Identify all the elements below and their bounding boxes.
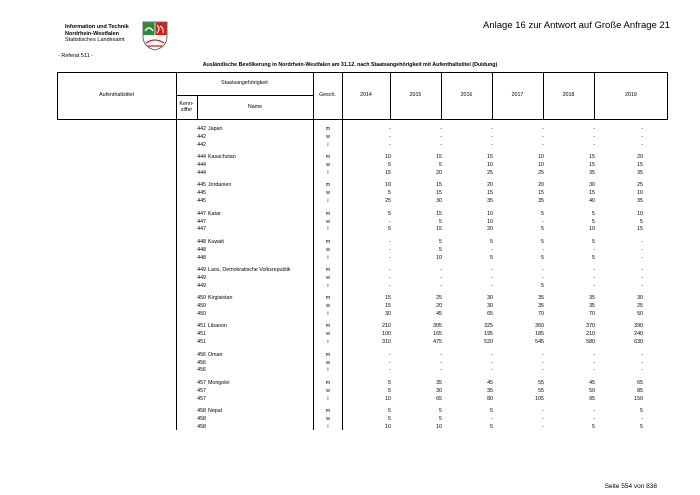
cell-value: 5 [439,218,442,225]
cell-value: 630 [634,339,643,346]
table-header [57,72,668,119]
country-code: 449 [197,274,206,281]
cell-value: - [491,274,493,281]
cell-value: - [389,218,391,225]
cell-value: 240 [634,331,643,338]
cell-value: 360 [535,323,544,330]
cell-value: 5 [388,190,391,197]
cell-value: - [491,246,493,253]
cell-value: 10 [436,423,442,430]
cell-value: - [593,351,595,358]
cell-value: - [542,126,544,132]
annex-label: Anlage 16 zur Antwort auf Große Anfrage 21 [483,20,670,31]
country-code: 448 [197,246,206,253]
cell-value: - [491,282,493,289]
cell-value: - [593,274,595,281]
country-code: 457 [197,387,206,394]
cell-value: 40 [589,198,595,205]
cell-value: - [593,141,595,148]
cell-value: 5 [640,218,643,225]
sex-code: m [325,295,331,302]
cell-value: 520 [484,339,493,346]
cell-value: 25 [436,295,442,302]
cell-value: 25 [637,303,643,310]
cell-value: 5 [388,387,391,394]
sex-code: m [325,267,331,273]
sex-code: i [327,226,329,233]
header-aufenthaltstitel: Aufenthaltstitel [99,92,134,99]
cell-value: 30 [589,182,595,189]
cell-value: - [389,238,391,245]
cell-value: 310 [382,339,391,346]
cell-value: - [491,415,493,422]
sex-code: m [325,154,331,161]
header-staatsangehoerigkeit: Staatsangehörigkeit [221,80,268,87]
sex-code: m [325,351,331,358]
cell-value: 5 [388,162,391,169]
cell-value: - [542,415,544,422]
cell-value: 165 [433,331,442,338]
sex-code: i [327,311,329,317]
cell-value: - [440,274,442,281]
cell-value: 10 [487,210,493,217]
column-divider-left [176,119,177,430]
cell-value: 10 [436,254,442,261]
cell-value: - [641,133,643,140]
sex-code: w [326,387,330,394]
country-name: Oman [208,351,223,358]
cell-value: 30 [436,387,442,394]
cell-value: 5 [592,254,595,261]
nrw-crest-logo [142,21,168,51]
cell-value: - [542,408,544,414]
cell-value: - [440,126,442,132]
country-name: Japan [208,126,223,132]
cell-value: - [542,218,544,225]
cell-value: - [641,367,643,374]
cell-value: - [542,267,544,273]
cell-value: 5 [640,423,643,430]
cell-value: 5 [592,423,595,430]
cell-value: 25 [487,170,493,176]
cell-value: 10 [385,182,391,189]
org-line-2: Nordrhein-Westfalen [65,30,119,37]
sex-code: w [326,218,330,225]
cell-value: - [542,367,544,374]
cell-value: - [389,254,391,261]
cell-value: 50 [589,387,595,394]
country-code: 447 [197,218,206,225]
country-code: 457 [197,395,206,402]
column-divider-sex [342,119,343,430]
cell-value: 15 [538,190,544,197]
cell-value: 35 [637,198,643,205]
cell-value: 5 [439,238,442,245]
cell-value: 5 [541,210,544,217]
cell-value: - [641,246,643,253]
sex-code: i [327,339,329,346]
sex-code: m [325,379,331,386]
cell-value: 210 [382,323,391,330]
sex-code: w [326,133,330,140]
cell-value: 10 [538,162,544,169]
sex-code: i [327,395,329,402]
cell-value: - [491,359,493,366]
cell-value: 30 [436,198,442,205]
cell-value: 65 [436,395,442,402]
cell-value: 5 [490,238,493,245]
cell-value: - [593,359,595,366]
cell-value: 5 [592,218,595,225]
cell-value: 55 [538,387,544,394]
cell-value: 65 [487,311,493,317]
country-code: 447 [197,226,206,233]
cell-value: 10 [487,218,493,225]
country-code: 451 [197,339,206,346]
cell-value: 210 [586,331,595,338]
cell-value: 10 [637,210,643,217]
cell-value: - [389,367,391,374]
header-year-2018: 2018 [562,92,575,99]
cell-value: 5 [592,238,595,245]
cell-value: 35 [589,295,595,302]
cell-value: - [491,126,493,132]
cell-value: 5 [388,210,391,217]
country-code: 456 [197,367,206,374]
cell-value: 10 [385,423,391,430]
cell-value: 20 [538,182,544,189]
cell-value: 15 [385,170,391,176]
cell-value: - [491,141,493,148]
cell-value: - [389,133,391,140]
cell-value: 35 [589,303,595,310]
cell-value: - [440,141,442,148]
country-code: 458 [197,408,206,414]
cell-value: - [389,246,391,253]
cell-value: 10 [385,395,391,402]
cell-value: 5 [439,408,442,414]
cell-value: 15 [487,190,493,197]
cell-value: 5 [541,226,544,233]
cell-value: 5 [439,246,442,253]
header-year-2017: 2017 [511,92,524,99]
cell-value: 35 [487,387,493,394]
cell-value: - [593,282,595,289]
cell-value: 10 [385,154,391,161]
cell-value: 15 [436,226,442,233]
cell-value: - [491,351,493,358]
cell-value: 70 [538,311,544,317]
cell-value: 45 [436,311,442,317]
cell-value: - [440,351,442,358]
cell-value: 305 [433,323,442,330]
cell-value: 10 [538,154,544,161]
country-code: 445 [197,182,206,189]
sex-code: i [327,198,329,205]
cell-value: 20 [487,182,493,189]
cell-value: 545 [535,339,544,346]
country-name: Jordanien [208,182,232,189]
cell-value: - [389,351,391,358]
sex-code: i [327,254,329,261]
country-name: Kuwait [208,238,224,245]
cell-value: 35 [538,198,544,205]
country-code: 449 [197,282,206,289]
cell-value: - [389,359,391,366]
cell-value: 20 [637,154,643,161]
cell-value: - [542,351,544,358]
cell-value: 35 [436,379,442,386]
sex-code: w [326,415,330,422]
cell-value: 65 [637,379,643,386]
cell-value: - [542,246,544,253]
cell-value: 5 [388,379,391,386]
country-code: 450 [197,295,206,302]
sex-code: i [327,141,329,148]
cell-value: - [389,141,391,148]
country-code: 456 [197,359,206,366]
cell-value: 15 [385,295,391,302]
cell-value: 5 [439,162,442,169]
country-code: 450 [197,311,206,317]
cell-value: 5 [640,408,643,414]
header-year-2015: 2015 [409,92,422,99]
country-code: 451 [197,331,206,338]
sex-code: m [325,323,331,330]
country-code: 448 [197,254,206,261]
cell-value: 475 [433,339,442,346]
cell-value: 15 [589,154,595,161]
sex-code: w [326,331,330,338]
country-name: Libanon [208,323,227,330]
organization-name [65,24,129,44]
sex-code: m [325,182,331,189]
org-line-3: Statistisches Landesamt [65,37,125,44]
country-name: Mongolei [208,379,230,386]
sex-code: i [327,367,329,374]
cell-value: - [641,415,643,422]
country-code: 442 [197,126,206,132]
country-code: 458 [197,423,206,430]
sex-code: m [325,238,331,245]
cell-value: 5 [490,254,493,261]
cell-value: - [491,133,493,140]
sex-code: w [326,303,330,310]
cell-value: - [440,282,442,289]
cell-value: - [641,359,643,366]
cell-value: 70 [589,311,595,317]
cell-value: - [593,415,595,422]
cell-value: - [593,246,595,253]
cell-value: - [641,274,643,281]
cell-value: 5 [388,408,391,414]
cell-value: 5 [541,254,544,261]
country-name: Kasachstan [208,154,236,161]
country-code: 444 [197,154,206,161]
country-code: 442 [197,133,206,140]
cell-value: - [593,408,595,414]
cell-value: 195 [484,331,493,338]
sex-code: i [327,170,329,176]
department-label: - Referat 511 - [58,53,94,59]
cell-value: 55 [538,379,544,386]
country-name: Nepal [208,408,222,414]
cell-value: 15 [589,190,595,197]
cell-value: 5 [490,423,493,430]
cell-value: - [389,274,391,281]
sex-code: i [327,282,329,289]
cell-value: - [641,141,643,148]
sex-code: w [326,274,330,281]
country-code: 450 [197,303,206,310]
country-code: 444 [197,162,206,169]
cell-value: 5 [541,282,544,289]
cell-value: 10 [637,190,643,197]
country-name: Laos, Demokratische Volksrepublik [208,267,291,273]
country-name: Kirgisistan [208,295,233,302]
header-kennziffer: Kenn- ziffer [179,100,194,113]
sex-code: m [325,408,331,414]
cell-value: - [491,267,493,273]
cell-value: 100 [382,331,391,338]
header-name: Name [247,103,263,110]
country-code: 445 [197,198,206,205]
cell-value: - [542,141,544,148]
cell-value: 15 [637,162,643,169]
cell-value: 30 [487,303,493,310]
header-year-2019: 2019 [625,92,637,99]
cell-value: 25 [538,170,544,176]
cell-value: 5 [541,238,544,245]
sex-code: w [326,190,330,197]
cell-value: - [542,274,544,281]
country-code: 449 [197,267,206,273]
cell-value: 5 [439,415,442,422]
cell-value: 50 [637,311,643,317]
cell-value: 185 [535,331,544,338]
cell-value: 35 [538,303,544,310]
cell-value: 85 [637,387,643,394]
sex-code: w [326,246,330,253]
cell-value: - [641,282,643,289]
table-title: Ausländische Bevölkerung in Nordrhein-Westfalen am 31.12. nach Staatsangehörigkeit mit Aufenthaltstitel (Duldung) [202,62,498,68]
cell-value: 20 [487,226,493,233]
country-code: 442 [197,141,206,148]
cell-value: 5 [490,408,493,414]
cell-value: 5 [388,226,391,233]
cell-value: 45 [487,379,493,386]
cell-value: 15 [637,226,643,233]
sex-code: i [327,423,329,430]
country-code: 457 [197,379,206,386]
header-year-2014: 2014 [360,92,372,99]
cell-value: 10 [589,226,595,233]
cell-value: - [389,267,391,273]
country-name: Katar [208,210,221,217]
cell-value: - [542,359,544,366]
cell-value: 80 [487,395,493,402]
cell-value: - [440,267,442,273]
country-code: 456 [197,351,206,358]
cell-value: 390 [634,323,643,330]
cell-value: 15 [436,210,442,217]
cell-value: 15 [436,182,442,189]
cell-value: 15 [589,162,595,169]
cell-value: - [641,351,643,358]
cell-value: - [593,133,595,140]
cell-value: - [389,282,391,289]
cell-value: 105 [535,395,544,402]
cell-value: - [641,126,643,132]
header-year-2016: 2016 [460,92,473,99]
cell-value: 370 [586,323,595,330]
cell-value: - [593,367,595,374]
cell-value: 150 [634,395,643,402]
cell-value: - [440,133,442,140]
cell-value: 35 [589,170,595,176]
cell-value: - [491,367,493,374]
cell-value: 10 [487,162,493,169]
country-code: 447 [197,210,206,217]
cell-value: 30 [637,295,643,302]
sex-code: w [326,162,330,169]
cell-value: - [440,367,442,374]
cell-value: 25 [637,182,643,189]
cell-value: 35 [487,198,493,205]
cell-value: 20 [436,303,442,310]
header-geschlecht: Gesch. [319,92,336,99]
cell-value: 95 [589,395,595,402]
sex-code: m [325,126,331,132]
cell-value: 35 [538,295,544,302]
cell-value: 20 [436,170,442,176]
country-code: 451 [197,323,206,330]
cell-value: 35 [637,170,643,176]
org-line-1: Information und Technik [65,24,129,30]
sex-code: m [325,210,331,217]
cell-value: 15 [385,303,391,310]
page-number: Seite 554 von 838 [604,483,657,490]
cell-value: - [593,126,595,132]
cell-value: 45 [589,379,595,386]
cell-value: - [542,423,544,430]
country-code: 458 [197,415,206,422]
country-code: 445 [197,190,206,197]
cell-value: - [641,238,643,245]
cell-value: - [542,133,544,140]
country-code: 444 [197,170,206,176]
cell-value: - [389,126,391,132]
cell-value: - [440,359,442,366]
country-code: 448 [197,238,206,245]
cell-value: - [593,267,595,273]
cell-value: 5 [388,415,391,422]
cell-value: - [641,254,643,261]
cell-value: - [641,267,643,273]
sex-code: w [326,359,330,366]
cell-value: 25 [385,198,391,205]
cell-value: 5 [592,210,595,217]
cell-value: 15 [487,154,493,161]
cell-value: 580 [586,339,595,346]
cell-value: 15 [436,190,442,197]
cell-value: 30 [487,295,493,302]
cell-value: 15 [436,154,442,161]
cell-value: 30 [385,311,391,317]
cell-value: 325 [484,323,493,330]
